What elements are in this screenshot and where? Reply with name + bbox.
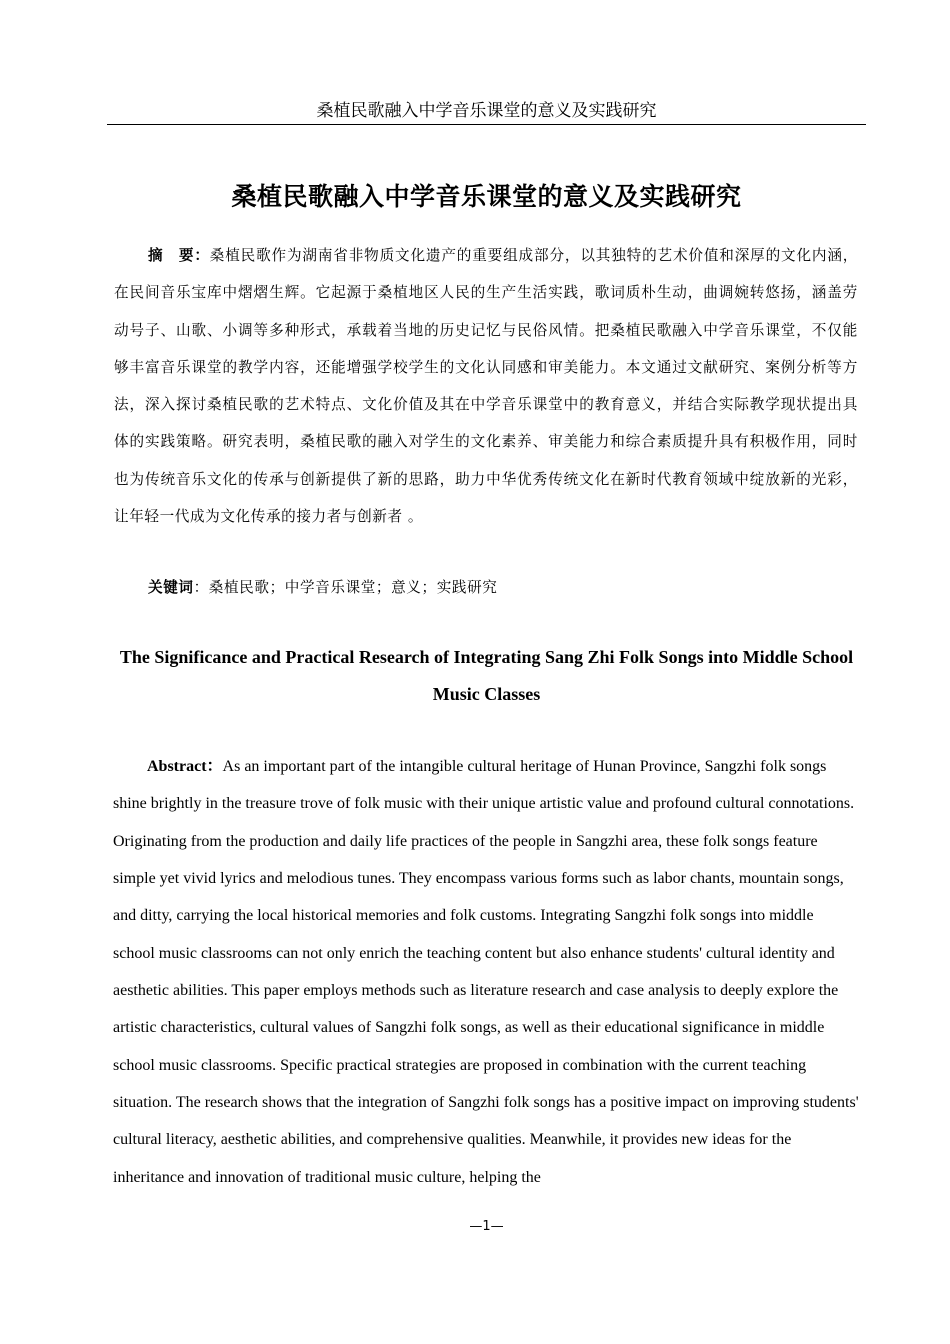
chinese-title: 桑植民歌融入中学音乐课堂的意义及实践研究 (231, 182, 742, 211)
chinese-keywords-text: ：桑植民歌；中学音乐课堂；意义；实践研究 (193, 579, 498, 596)
running-header: 桑植民歌融入中学音乐课堂的意义及实践研究 (107, 98, 866, 125)
chinese-abstract (114, 237, 858, 535)
chinese-keywords-label: 关键词 (148, 579, 194, 596)
english-abstract-label: Abstract： (147, 758, 223, 775)
english-abstract-text: As an important part of the intangible cultural heritage of Hunan Province, Sangzhi folk songs shine brightly in the treasure trove of folk music with their unique artistic value and profound cultural connotations. Originating from the production and daily life practices of the people in Sangzhi area, these folk songs feature simple yet vivid lyrics and melodious tunes. They encompass various forms such as labor chants, mountain songs, and ditty, carrying the local historical memories and folk customs. Integrating Sangzhi folk songs into middle school music classrooms can not only enrich the teaching content but also enhance students' cultural identity and aesthetic abilities. This paper employs methods such as literature research and case analysis to deeply explore the artistic characteristics, cultural values of Sangzhi folk songs, as well as their educational significance in middle school music classrooms. Specific practical strategies are proposed in combination with the current teaching situation. The research shows that the integration of Sangzhi folk songs has a positive impact on improving students' cultural literacy, aesthetic abilities, and comprehensive qualities. Meanwhile, it provides new ideas for the inheritance and innovation of traditional music culture, helping the (113, 758, 859, 1186)
chinese-keywords (114, 570, 858, 606)
english-abstract (113, 748, 859, 1196)
page-number: —1— (469, 1219, 504, 1234)
chinese-abstract-label: 摘 要： (148, 247, 210, 264)
english-title: The Significance and Practical Research of Integrating Sang Zhi Folk Songs into Middle School Music Classes (119, 647, 854, 704)
chinese-abstract-text: 桑植民歌作为湖南省非物质文化遗产的重要组成部分，以其独特的艺术价值和深厚的文化内涵，在民间音乐宝库中熠熠生辉。它起源于桑植地区人民的生产生活实践，歌词质朴生动，曲调婉转悠扬，涵盖劳动号子、山歌、小调等多种形式，承载着当地的历史记忆与民俗风情。把桑植民歌融入中学音乐课堂，不仅能够丰富音乐课堂的教学内容，还能增强学校学生的文化认同感和审美能力。本文通过文献研究、案例分析等方法，深入探讨桑植民歌的艺术特点、文化价值及其在中学音乐课堂中的教育意义，并结合实际教学现状提出具体的实践策略。研究表明，桑植民歌的融入对学生的文化素养、审美能力和综合素质提升具有积极作用，同时也为传统音乐文化的传承与创新提供了新的思路，助力中华优秀传统文化在新时代教育领域中绽放新的光彩，让年轻一代成为文化传承的接力者与创新者 。 (114, 247, 858, 526)
